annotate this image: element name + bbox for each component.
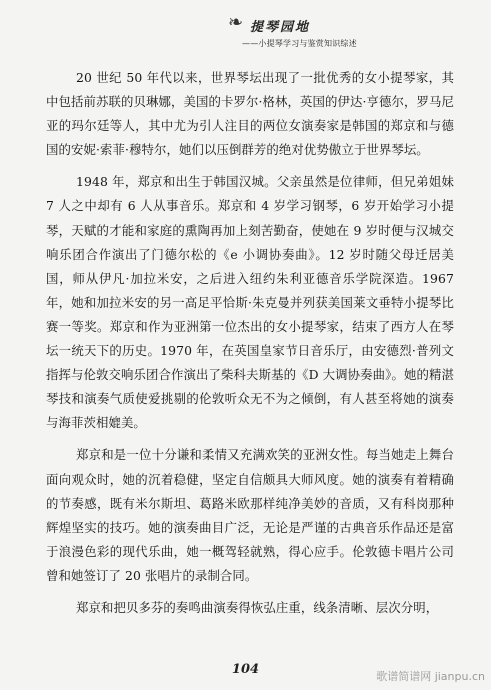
paragraph-4: 郑京和把贝多芬的奏鸣曲演奏得恢弘庄重，线条清晰、层次分明， [76, 599, 439, 615]
header-title: 提琴园地 [250, 20, 311, 35]
paragraph-3: 郑京和是一位十分谦和柔情又充满欢笑的亚洲女性。每当她走上舞台面向观众时，她的沉着稳健，坚定自信颇具大师风度。她的演奏有着精确的节奏感，既有米尔斯坦、葛路米欧那样纯净美妙的音质，又有科岗那种辉煌坚实的技巧。她的演奏曲目广泛，无论是严谨的古典音乐作品还是富于浪漫色彩的现代乐曲，她一概驾轻就熟，得心应手。伦敦德卡唱片公司曾和她签订了 20 张唱片的录制合同。 [46, 447, 454, 583]
paragraph-1: 20 世纪 50 年代以来，世界琴坛出现了一批优秀的女小提琴家，其中包括前苏联的贝琳娜，美国的卡罗尔·格林，英国的伊达·亨德尔，罗马尼亚的玛尔廷等人，其中尤为引人注目的两位女演奏家是韩国的郑京和与德国的安妮·索菲·穆特尔，她们以压倒群芳的绝对优势傲立于世界琴坛。 [46, 70, 454, 158]
running-header [228, 10, 398, 58]
leaf-ornament-icon: ❧ [228, 12, 244, 33]
paragraph-2: 1948 年，郑京和出生于韩国汉城。父亲虽然是位律师，但兄弟姐妹 7 人之中却有 6 人从事音乐。郑京和 4 岁学习钢琴，6 岁开始学习小提琴，天赋的才能和家庭的熏陶再加上刻苦勤奋，使她在 9 岁时便与汉城交响乐团合作演出了门德尔松的《e 小调协奏曲》。12 岁时随父母迁居美国，师从伊凡·加拉米安，之后进入纽约朱利亚德音乐学院深造。1967 年，她和加拉米安的另一高足平恰斯·朱克曼并列获美国莱文垂特小提琴比赛一等奖。郑京和作为亚洲第一位杰出的女小提琴家，结束了西方人在琴坛一统天下的历史。1970 年，在英国皇家节日音乐厅，由安德烈·普列文指挥与伦敦交响乐团合作演出了柴科夫斯基的《D 大调协奏曲》。她的精湛琴技和演奏气质使爱挑剔的伦敦听众无不为之倾倒，有人甚至将她的演奏与海菲茨相媲美。 [46, 174, 454, 431]
article-body [46, 66, 454, 628]
header-subtitle: ——小提琴学习与鉴赏知识综述 [242, 39, 357, 48]
page-number: 104 [231, 662, 260, 677]
site-watermark: 歌谱简谱网 jianpu.cn [376, 670, 485, 683]
